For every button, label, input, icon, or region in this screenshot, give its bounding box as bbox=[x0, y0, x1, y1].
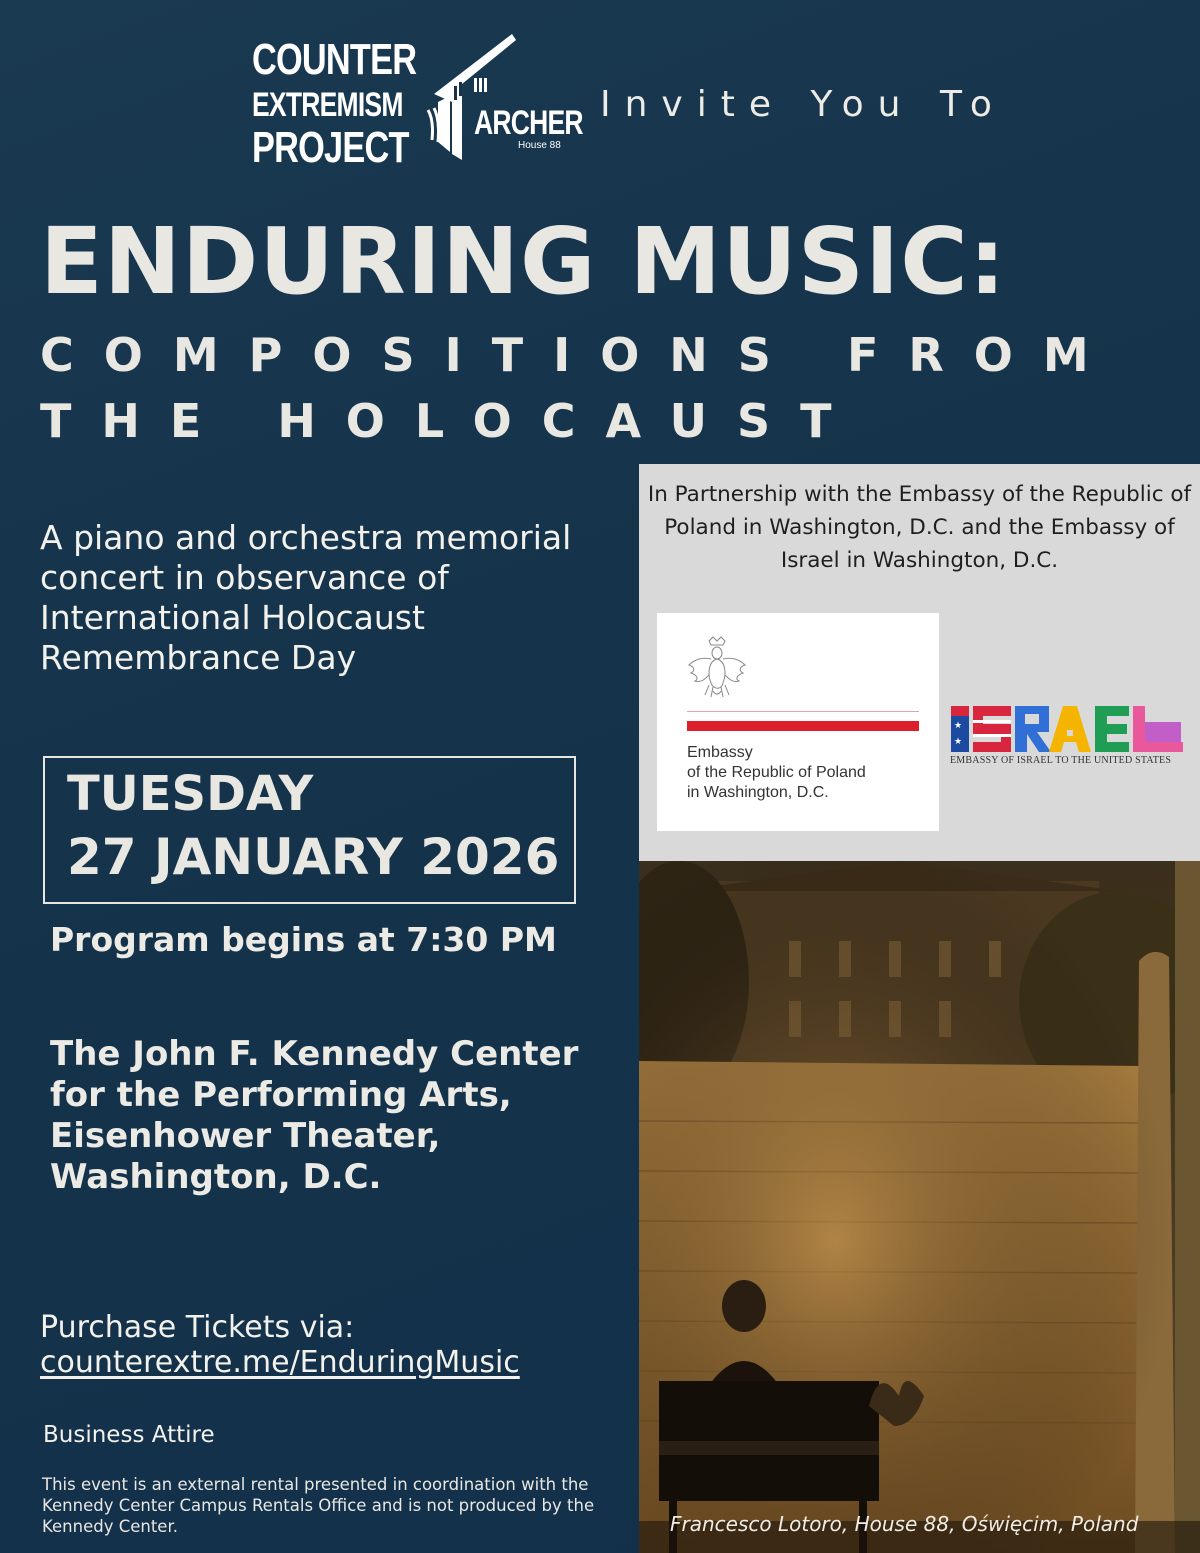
event-description: A piano and orchestra memorial concert in observance of International Holocaust Remembrance Day bbox=[40, 518, 572, 677]
polish-eagle-icon bbox=[687, 635, 747, 701]
polish-flag-bar bbox=[687, 721, 919, 731]
date-box bbox=[43, 756, 576, 904]
partnership-text: In Partnership with the Embassy of the Republic of Poland in Washington, D.C. and the Embassy of Israel in Washington, D.C. bbox=[647, 482, 1192, 573]
svg-text:★: ★ bbox=[954, 721, 963, 731]
flag-divider bbox=[687, 711, 919, 712]
invite-heading: Invite You To bbox=[600, 84, 1006, 125]
partnership-panel bbox=[639, 464, 1200, 861]
israel-embassy-logo bbox=[949, 700, 1185, 760]
event-day: TUESDAY bbox=[67, 766, 314, 822]
counter-extremism-project-logo bbox=[252, 35, 417, 172]
disclaimer: This event is an external rental presented in coordination with the Kennedy Center Campus Rentals Office and is not produced by the Kennedy Center. bbox=[42, 1475, 595, 1536]
event-title: ENDURING MUSIC: bbox=[40, 208, 1007, 315]
poland-embassy-text bbox=[687, 743, 866, 803]
poland-logo-line: of the Republic of Poland bbox=[687, 764, 866, 781]
event-venue: The John F. Kennedy Center for the Performing Arts, Eisenhower Theater, Washington, D.C. bbox=[50, 1034, 579, 1197]
tickets-link[interactable]: counterextre.me/EnduringMusic bbox=[40, 1345, 520, 1380]
cep-logo-line: COUNTER bbox=[252, 35, 417, 84]
svg-text:★: ★ bbox=[954, 737, 963, 747]
pianist-photo-illustration bbox=[639, 861, 1200, 1553]
tickets-label: Purchase Tickets via: bbox=[40, 1310, 355, 1345]
dress-code: Business Attire bbox=[43, 1422, 215, 1448]
program-time: Program begins at 7:30 PM bbox=[50, 920, 557, 959]
event-date: 27 JANUARY 2026 bbox=[67, 828, 560, 886]
photo-caption: Francesco Lotoro, House 88, Oświęcim, Poland bbox=[670, 1512, 1139, 1536]
archer-logo-text: ARCHER bbox=[474, 104, 583, 142]
subtitle-line: THE HOLOCAUST bbox=[40, 394, 862, 448]
subtitle-line: COMPOSITIONS FROM bbox=[40, 328, 1119, 382]
poland-logo-line: in Washington, D.C. bbox=[687, 784, 829, 801]
event-subtitle bbox=[40, 322, 1119, 454]
cep-logo-line: EXTREMISM bbox=[252, 86, 403, 124]
concert-photo bbox=[639, 861, 1200, 1553]
cep-logo-line: PROJECT bbox=[252, 123, 409, 172]
poland-embassy-logo bbox=[657, 613, 939, 831]
archer-logo-subtext: House 88 bbox=[518, 140, 561, 151]
israel-embassy-subtitle: EMBASSY OF ISRAEL TO THE UNITED STATES bbox=[950, 755, 1172, 766]
poland-logo-line: Embassy bbox=[687, 744, 753, 761]
